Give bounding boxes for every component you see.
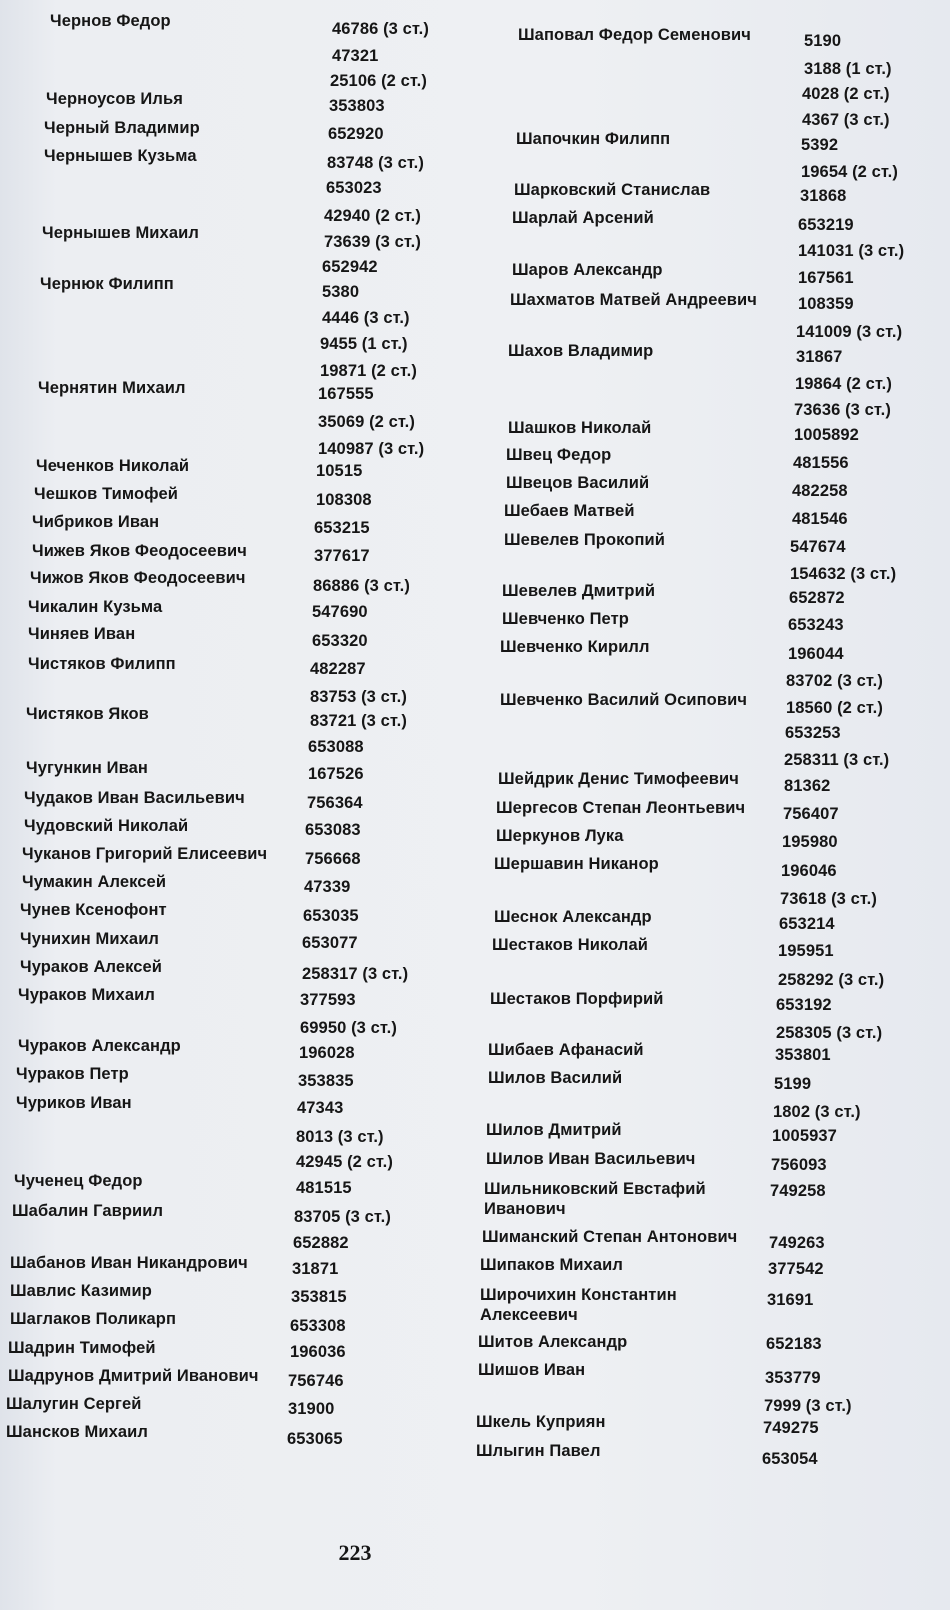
entry-number: 749263 [769,1234,825,1252]
entry-number: 31900 [288,1400,335,1418]
entry-number: 47339 [304,878,351,896]
entry-name: Чунихин Михаил [20,930,160,948]
entry-number: 83748 (3 ст.) [327,154,424,172]
entry-number: 5392 [801,136,839,154]
entry-number: 141009 (3 ст.) [796,323,903,341]
entry-name: Шибаев Афанасий [488,1041,644,1059]
entry-name: Широчихин Константин [480,1286,677,1304]
entry-name: Шкель Куприян [476,1413,606,1431]
entry-number: 196044 [788,645,844,663]
entry-name: Шипаков Михаил [480,1256,623,1274]
entry-number: 653215 [314,519,370,537]
entry-name: Чижов Яков Феодосеевич [30,569,246,587]
entry-number: 25106 (2 ст.) [330,72,427,90]
entry-number: 19654 (2 ст.) [801,163,898,181]
entry-number: 73618 (3 ст.) [780,890,877,908]
entry-number: 195951 [778,942,834,960]
entry-name: Чунев Ксенофонт [20,901,167,919]
entry-name: Чешков Тимофей [34,485,178,503]
entry-number: 19871 (2 ст.) [320,362,417,380]
entry-name: Шахматов Матвей Андреевич [510,291,757,309]
entry-number: 42945 (2 ст.) [296,1153,393,1171]
entry-number: 482287 [310,660,366,678]
entry-number: 108359 [798,295,854,313]
entry-number: 653308 [290,1317,346,1335]
entry-name: Шансков Михаил [6,1423,149,1441]
entry-name: Шабалин Гавриил [12,1202,164,1220]
entry-number: 140987 (3 ст.) [318,440,425,458]
entry-name: Шитов Александр [478,1333,628,1351]
entry-number: 1005892 [794,426,859,444]
entry-name: Черноусов Илья [46,90,183,108]
entry-number: 756668 [305,850,361,868]
entry-number: 8013 (3 ст.) [296,1128,384,1146]
entry-name: Чуриков Иван [16,1094,132,1112]
entry-name: Шевелев Дмитрий [502,582,656,600]
entry-number: 3188 (1 ст.) [804,60,892,78]
entry-number: 42940 (2 ст.) [324,207,421,225]
entry-name: Чеченков Николай [36,457,190,475]
entry-number: 86886 (3 ст.) [313,577,410,595]
entry-number: 547690 [312,603,368,621]
entry-name: Чуканов Григорий Елисеевич [22,845,268,863]
entry-number: 652882 [293,1234,349,1252]
entry-number: 258317 (3 ст.) [302,965,409,983]
entry-number: 195980 [782,833,838,851]
entry-number: 749275 [763,1419,819,1437]
entry-name: Шапочкин Филипп [516,130,671,148]
entry-name: Шадрунов Дмитрий Иванович [8,1367,259,1385]
entry-number: 69950 (3 ст.) [300,1019,397,1037]
entry-name: Чураков Петр [16,1065,129,1083]
entry-name: Чученец Федор [14,1172,143,1190]
entry-name: Чижев Яков Феодосеевич [32,542,247,560]
entry-number: 653065 [287,1430,343,1448]
entry-number: 481546 [792,510,848,528]
entry-number: 10515 [316,462,363,480]
entry-number: 482258 [792,482,848,500]
entry-name: Шахов Владимир [508,342,654,360]
entry-number: 652920 [328,125,384,143]
entry-number: 652183 [766,1335,822,1353]
entry-number: 4028 (2 ст.) [802,85,890,103]
entry-name: Шеснок Александр [494,908,652,926]
entry-number: 108308 [316,491,372,509]
entry-name: Чураков Михаил [18,986,155,1004]
entry-name: Чернышев Кузьма [44,147,197,165]
entry-number: 1802 (3 ст.) [773,1103,861,1121]
entry-number: 653023 [326,179,382,197]
entry-number: 31871 [292,1260,339,1278]
entry-number: 258311 (3 ст.) [784,751,890,769]
entry-name: Черный Владимир [44,119,200,137]
entry-number: 81362 [784,777,831,795]
entry-name: Чикалин Кузьма [28,598,163,616]
entry-name: Шильниковский Евстафий [484,1180,706,1198]
entry-number: 5199 [774,1075,812,1093]
entry-name: Шевченко Кирилл [500,638,650,656]
entry-number: 756364 [307,794,363,812]
entry-number: 353835 [298,1072,354,1090]
entry-name: Шейдрик Денис Тимофеевич [498,770,739,788]
entry-number: 481515 [296,1179,352,1197]
entry-number: 258292 (3 ст.) [778,971,885,989]
entry-number: 47343 [297,1099,344,1117]
entry-number: 756093 [771,1156,827,1174]
entry-number: 31867 [796,348,843,366]
entry-number: 47321 [332,47,379,65]
entry-name: Шергесов Степан Леонтьевич [496,799,746,817]
entry-name: Чернятин Михаил [38,379,186,397]
entry-name: Чернышев Михаил [42,224,199,242]
entry-number: 83702 (3 ст.) [786,672,883,690]
entry-name: Шашков Николай [508,419,652,437]
entry-name: Шеркунов Лука [496,827,624,845]
entry-name: Чураков Алексей [20,958,163,976]
entry-name: Шилов Василий [488,1069,623,1087]
entry-number: 4446 (3 ст.) [322,309,410,327]
entry-number: 73636 (3 ст.) [794,401,891,419]
entry-number: 196046 [781,862,837,880]
entry-number: 653243 [788,616,844,634]
entry-name: Шестаков Порфирий [490,990,664,1008]
entry-number: 19864 (2 ст.) [795,375,892,393]
entry-name: Шестаков Николай [492,936,648,954]
entry-name: Шаповал Федор Семенович [518,26,751,44]
entry-name: Чураков Александр [18,1037,181,1055]
entry-name: Чудаков Иван Васильевич [24,789,245,807]
entry-name: Чистяков Яков [26,705,149,723]
entry-number: 167526 [308,765,364,783]
entry-number: 141031 (3 ст.) [798,242,905,260]
entry-number: 73639 (3 ст.) [324,233,421,251]
entry-name: Шевченко Петр [502,610,629,628]
entry-number: 4367 (3 ст.) [802,111,890,129]
entry-number: 7999 (3 ст.) [764,1397,852,1415]
entry-name: Шадрин Тимофей [8,1339,156,1357]
entry-name: Шарлай Арсений [512,209,654,227]
entry-number: 653192 [776,996,832,1014]
entry-number: 377593 [300,991,356,1009]
entry-number: 353801 [775,1046,831,1064]
entry-name: Чернюк Филипп [40,275,174,293]
entry-number: 1005937 [772,1127,837,1145]
entry-number: 83705 (3 ст.) [294,1208,391,1226]
entry-name: Чумакин Алексей [22,873,167,891]
entry-number: 653054 [762,1450,818,1468]
page-number: 223 [338,1540,372,1565]
entry-number: 5190 [804,32,842,50]
entry-number: 756407 [783,805,839,823]
entry-name: Чиняев Иван [28,625,136,643]
entry-number: 653088 [308,738,364,756]
entry-number: 9455 (1 ст.) [320,335,408,353]
entry-number: 749258 [770,1182,826,1200]
entry-number: 83753 (3 ст.) [310,688,407,706]
entry-number: 196036 [290,1343,346,1361]
entry-number: 167555 [318,385,374,403]
entry-name: Шевелев Прокопий [504,531,666,549]
entry-name: Шарковский Станислав [514,181,711,199]
entry-name: Шишов Иван [478,1361,586,1379]
entry-name: Шебаев Матвей [504,502,635,520]
entry-number: 83721 (3 ст.) [310,712,407,730]
entry-name: Шабанов Иван Никандрович [10,1254,248,1272]
entry-name: Шаглаков Поликарп [10,1310,177,1328]
entry-number: 18560 (2 ст.) [786,699,883,717]
entry-number: 547674 [790,538,846,556]
entry-name: Шилов Иван Васильевич [486,1150,696,1168]
entry-number: 653219 [798,216,854,234]
entry-number: 31691 [767,1291,814,1309]
entry-number: 258305 (3 ст.) [776,1024,883,1042]
entry-number: 481556 [793,454,849,472]
entry-number: 653253 [785,724,841,742]
entry-number: 653320 [312,632,368,650]
entry-name: Чибриков Иван [32,513,160,531]
entry-number: 652942 [322,258,378,276]
entry-number: 653083 [305,821,361,839]
entry-name: Шиманский Степан Антонович [482,1228,738,1246]
entry-number: 46786 (3 ст.) [332,20,429,38]
entry-number: 196028 [299,1044,355,1062]
entry-name: Иванович [484,1200,566,1218]
entry-number: 31868 [800,187,847,205]
entry-number: 353815 [291,1288,347,1306]
entry-name: Шалугин Сергей [6,1395,142,1413]
entry-number: 377617 [314,547,370,565]
entry-name: Чугункин Иван [26,759,148,777]
entry-number: 377542 [768,1260,824,1278]
entry-number: 353803 [329,97,385,115]
entry-name: Шилов Дмитрий [486,1121,622,1139]
entry-name: Шаров Александр [512,261,663,279]
entry-name: Швец Федор [506,446,612,464]
entry-name: Шершавин Никанор [494,855,659,873]
entry-name: Алексеевич [480,1306,578,1324]
entry-name: Швецов Василий [506,474,650,492]
entry-number: 653035 [303,907,359,925]
entry-name: Чудовский Николай [24,817,189,835]
entry-name: Шлыгин Павел [476,1442,601,1460]
entry-name: Чернов Федор [50,12,171,30]
entry-number: 353779 [765,1369,821,1387]
entry-number: 653077 [302,934,358,952]
entry-name: Чистяков Филипп [28,655,176,673]
entry-number: 652872 [789,589,845,607]
entry-number: 653214 [779,915,835,933]
entry-name: Шевченко Василий Осипович [500,691,748,709]
entry-number: 154632 (3 ст.) [790,565,897,583]
entry-number: 5380 [322,283,360,301]
entry-name: Шавлис Казимир [10,1282,152,1300]
entry-number: 167561 [798,269,854,287]
entry-number: 756746 [288,1372,344,1390]
entry-number: 35069 (2 ст.) [318,413,415,431]
